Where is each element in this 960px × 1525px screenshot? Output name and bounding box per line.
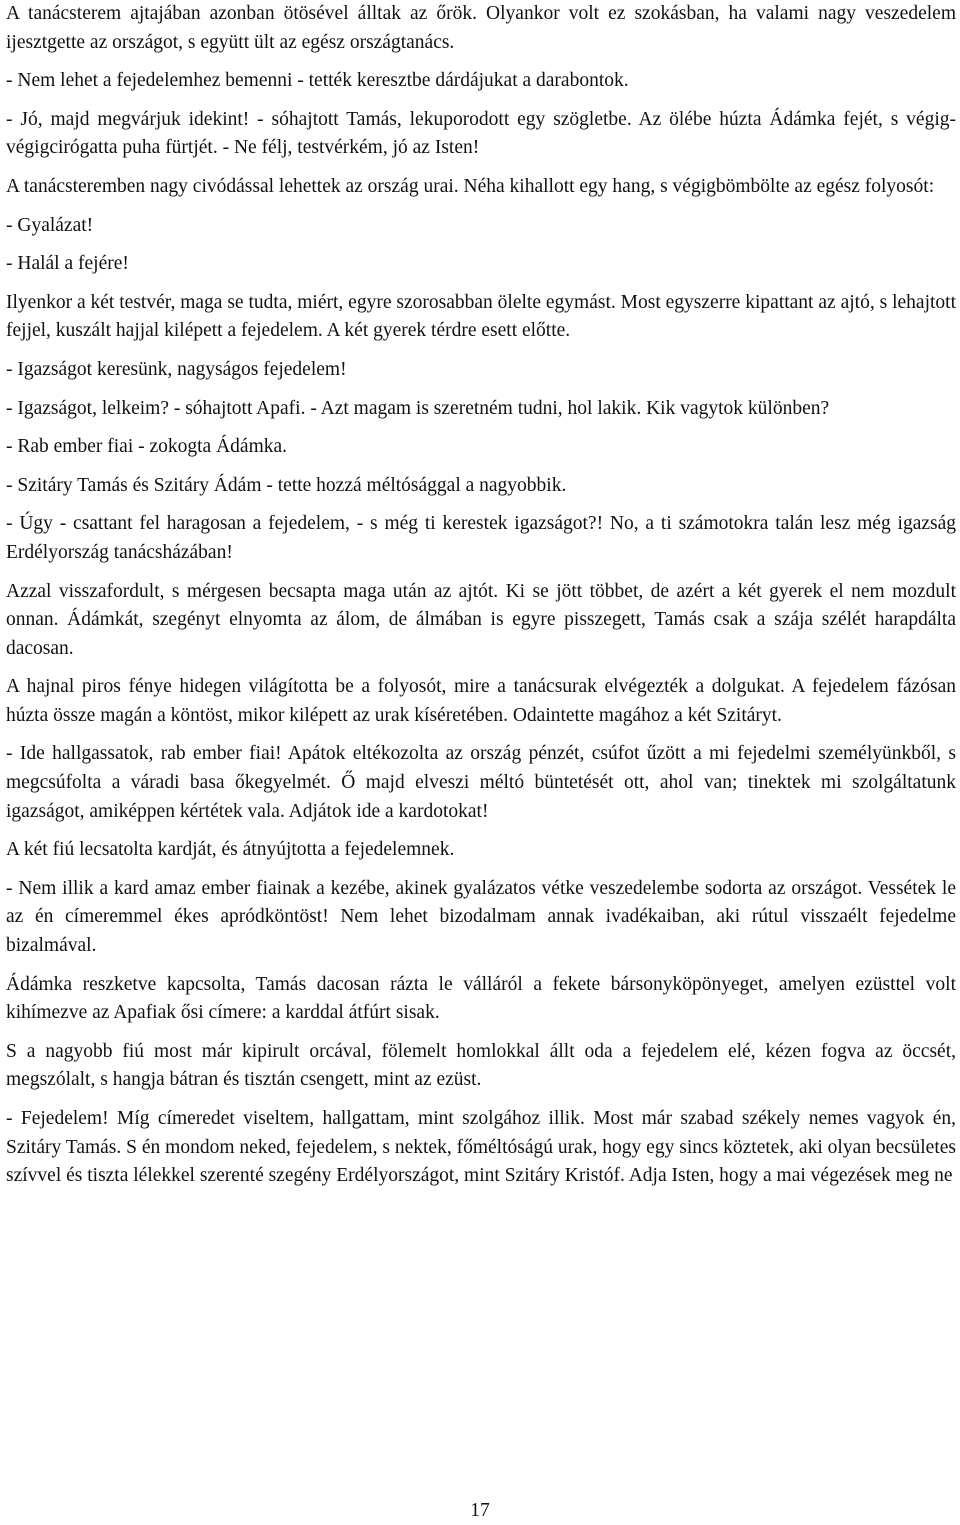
paragraph: - Gyalázat! <box>6 214 94 236</box>
paragraph: - Úgy - csattant fel haragosan a fejedelem, - s még ti kerestek igazságot?! No, a ti számotokra talán lesz még igazság Erdélyország tanácsházában! <box>6 513 956 563</box>
paragraph: A tanácsterem ajtajában azonban ötösével álltak az őrök. Olyankor volt ez szokásban, ha valami nagy veszedelem ijesztgette az országot, s együtt ült az egész országtanács. <box>6 3 956 53</box>
paragraph: - Fejedelem! Míg címeredet viseltem, hallgattam, mint szolgához illik. Most már szabad székely nemes vagyok én, Szitáry Tamás. S én mondom neked, fejedelem, s nektek, főméltóságú urak, hogy egy sincs köztetek, aki olyan becsületes szívvel és tiszta lélekkel szerenté szegény Erdélyországot, mint Szitáry Kristóf. Adja Isten, hogy a mai végezések meg ne <box>6 1108 956 1187</box>
paragraph: Ádámka reszketve kapcsolta, Tamás dacosan rázta le válláról a fekete bársonyköpönyeget, amelyen ezüsttel volt kihímezve az Apafiak ősi címere: a karddal átfúrt sisak. <box>6 973 956 1024</box>
paragraph: A tanácsteremben nagy civódással lehettek az ország urai. Néha kihallott egy hang, s végigbömbölte az egész folyosót: <box>6 175 935 197</box>
paragraph: - Nem illik a kard amaz ember fiainak a kezébe, akinek gyalázatos vétke veszedelembe sodorta az országot. Vessétek le az én címeremmel ékes apródköntöst! Nem lehet bizodalmam annak ivadékaiban, aki rútul visszaélt fejedelme bizalmával. <box>6 877 956 957</box>
paragraph: A két fiú lecsatolta kardját, és átnyújtotta a fejedelemnek. <box>6 839 455 861</box>
paragraph: - Igazságot keresünk, nagyságos fejedelem! <box>6 358 347 380</box>
document-page <box>6 0 956 1201</box>
paragraph: Azzal visszafordult, s mérgesen becsapta maga után az ajtót. Ki se jött többet, de azért a két gyerek el nem mozdult onnan. Ádámkát, szegényt elnyomta az álom, de álmában is egyre pisszegett, Tamás csak a szája szélét harapdálta dacosan. <box>6 580 956 659</box>
paragraph: - Szitáry Tamás és Szitáry Ádám - tette hozzá méltósággal a nagyobbik. <box>6 474 567 496</box>
paragraph: - Nem lehet a fejedelemhez bemenni - tették keresztbe dárdájukat a darabontok. <box>6 70 629 92</box>
paragraph: - Rab ember fiai - zokogta Ádámka. <box>6 436 288 458</box>
paragraph: - Ide hallgassatok, rab ember fiai! Apátok eltékozolta az ország pénzét, csúfot űzött a mi fejedelmi személyünkből, s megcsúfolta a váradi basa őkegyelmét. Ő majd elveszi méltó büntetését ott, ahol van; tinektek mi szolgáltatunk igazságot, amiképpen kértétek vala. Adjátok ide a kardotokat! <box>6 743 956 822</box>
paragraph: Ilyenkor a két testvér, maga se tudta, miért, egyre szorosabban ölelte egymást. Most egyszerre kipattant az ajtó, s lehajtott fejjel, kuszált hajjal kilépett a fejedelem. A két gyerek térdre esett előtte. <box>6 291 956 342</box>
paragraph: S a nagyobb fiú most már kipirult orcával, fölemelt homlokkal állt oda a fejedelem elé, kézen fogva az öccsét, megszólalt, s hangja bátran és tisztán csengett, mint az ezüst. <box>6 1040 956 1091</box>
paragraph: A hajnal piros fénye hidegen világította be a folyosót, mire a tanácsurak elvégezték a dolgukat. A fejedelem fázósan húzta össze magán a köntöst, mikor kilépett az urak kíséretében. Odaintette magához a két Szitáryt. <box>6 676 956 726</box>
page-number: 17 <box>470 1500 490 1521</box>
paragraph: - Halál a fejére! <box>6 253 129 275</box>
paragraph: - Igazságot, lelkeim? - sóhajtott Apafi. - Azt magam is szeretném tudni, hol lakik. Kik vagytok különben? <box>6 397 830 419</box>
paragraph: - Jó, majd megvárjuk idekint! - sóhajtott Tamás, lekuporodott egy szögletbe. Az ölébe húzta Ádámka fejét, s végig-végigcirógatta puha fürtjét. - Ne félj, testvérkém, jó az Isten! <box>6 108 956 159</box>
